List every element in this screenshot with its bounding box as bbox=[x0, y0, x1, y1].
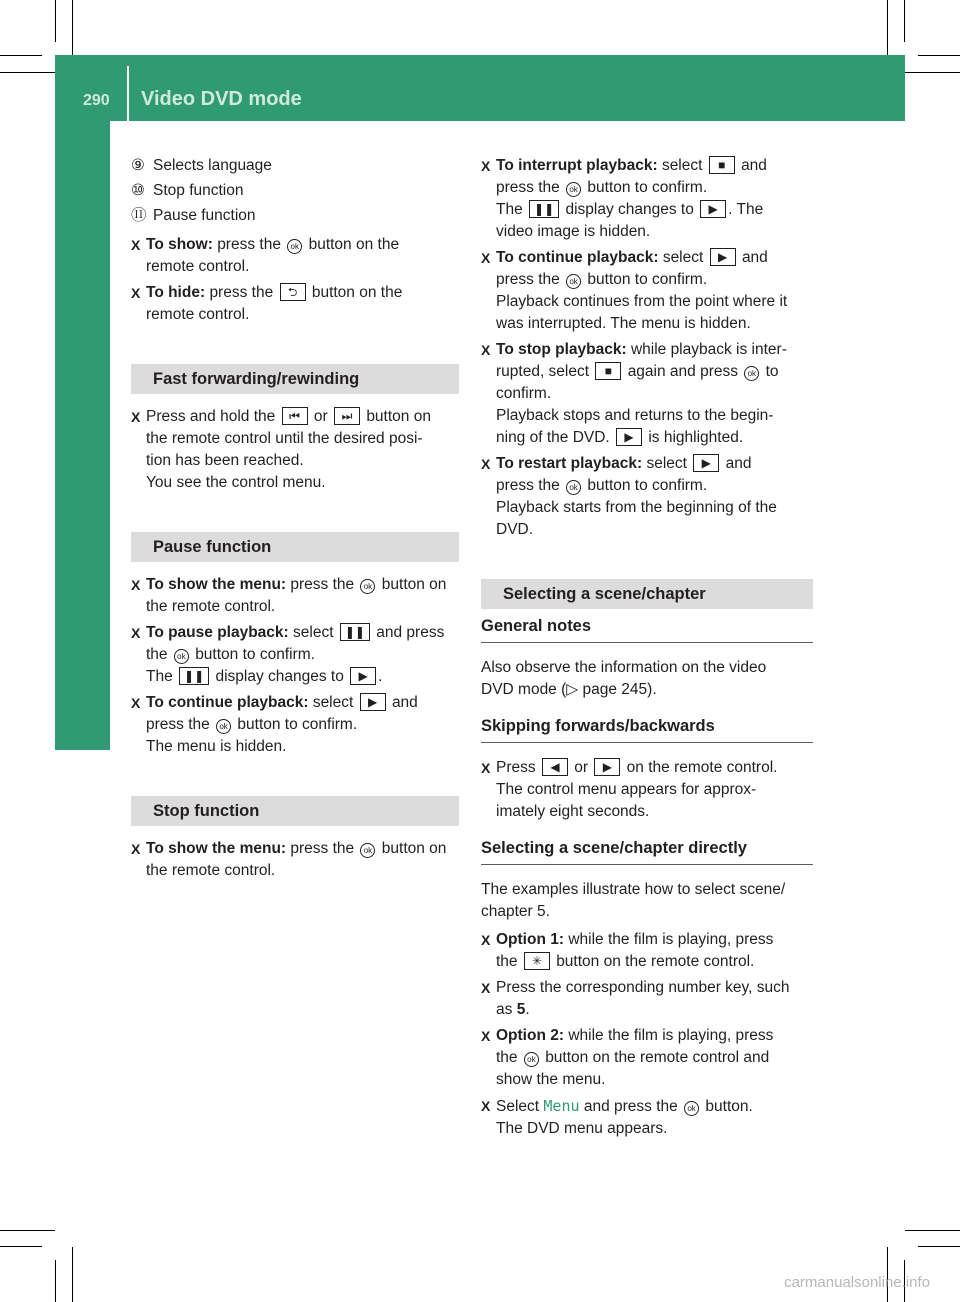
arrow-icon: X bbox=[131, 577, 141, 593]
sub-heading: Selecting a scene/chapter directly bbox=[481, 837, 813, 865]
instruction-interrupt: X To interrupt playback: select ■ and press the ok button to confirm. The ❚❚ display changes to ▶ . The video image is hidden. bbox=[481, 157, 767, 240]
instruction-select-menu: X Select Menu and press the ok button. The DVD menu appears. bbox=[481, 1097, 753, 1137]
crop-mark bbox=[918, 1246, 960, 1247]
instruction-continue: X To continue playback: select ▶ and press the ok button to confirm. Playback continues from the point where it was interrupted. The menu is hidden. bbox=[481, 249, 788, 332]
arrow-icon: X bbox=[481, 1028, 491, 1044]
crop-mark bbox=[72, 1247, 73, 1302]
stop-icon: ■ bbox=[709, 156, 735, 174]
legend-marker: ⑩ bbox=[131, 182, 145, 199]
header-separator bbox=[127, 66, 129, 121]
play-icon: ▶ bbox=[700, 200, 726, 218]
right-column bbox=[481, 155, 813, 1144]
side-tab-label: Rear Seat Entertainment System bbox=[61, 373, 84, 698]
menu-display-text: Menu bbox=[543, 1097, 580, 1115]
back-icon: ⮌ bbox=[280, 283, 306, 301]
instruction-continue: X To continue playback: select ▶ and press the ok button to confirm. The menu is hidden. bbox=[131, 694, 418, 755]
crop-mark bbox=[0, 1246, 42, 1247]
play-icon: ▶ bbox=[360, 693, 386, 711]
crop-mark bbox=[904, 0, 905, 42]
skip-forward-icon: ⏭ bbox=[334, 407, 360, 425]
ok-button-icon: ok bbox=[566, 182, 581, 197]
section-heading: Stop function bbox=[131, 796, 459, 826]
ok-button-icon: ok bbox=[684, 1101, 699, 1116]
instruction-hide: X To hide: press the ⮌ button on the remote control. bbox=[131, 284, 403, 323]
crop-mark bbox=[55, 0, 56, 42]
pause-icon: ❚❚ bbox=[340, 623, 370, 641]
arrow-icon: X bbox=[481, 158, 491, 174]
crop-mark bbox=[905, 1230, 960, 1231]
section-heading: Selecting a scene/chapter bbox=[481, 579, 813, 609]
pause-icon: ❚❚ bbox=[529, 200, 559, 218]
left-column bbox=[131, 155, 459, 886]
arrow-icon: X bbox=[481, 250, 491, 266]
stop-icon: ■ bbox=[595, 362, 621, 380]
ok-button-icon: ok bbox=[174, 649, 189, 664]
ok-button-icon: ok bbox=[360, 843, 375, 858]
legend-marker: ⑪ bbox=[131, 207, 147, 224]
ok-button-icon: ok bbox=[287, 239, 302, 254]
crop-mark bbox=[0, 1230, 55, 1231]
page-title: Video DVD mode bbox=[141, 88, 302, 110]
play-icon: ▶ bbox=[693, 454, 719, 472]
instruction-number-key: X Press the corresponding number key, such as 5. bbox=[481, 979, 790, 1018]
ok-button-icon: ok bbox=[216, 719, 231, 734]
arrow-icon: X bbox=[481, 760, 491, 776]
play-icon: ▶ bbox=[710, 248, 736, 266]
instruction-restart: X To restart playback: select ▶ and press the ok button to confirm. Playback starts from the beginning of the DVD. bbox=[481, 455, 777, 538]
ok-button-icon: ok bbox=[524, 1052, 539, 1067]
arrow-icon: X bbox=[481, 342, 491, 358]
watermark: carmanualsonline.info bbox=[784, 1274, 930, 1291]
sub-heading: Skipping forwards/backwards bbox=[481, 715, 813, 743]
arrow-icon: X bbox=[481, 456, 491, 472]
crop-mark bbox=[905, 72, 960, 73]
crop-mark bbox=[0, 55, 42, 56]
direct-text: The examples illustrate how to select scene/ chapter 5. bbox=[481, 881, 786, 920]
legend-marker: ⑨ bbox=[131, 157, 145, 174]
right-arrow-icon: ▶ bbox=[594, 758, 620, 776]
crop-mark bbox=[55, 1260, 56, 1302]
ok-button-icon: ok bbox=[566, 480, 581, 495]
crop-mark bbox=[918, 55, 960, 56]
arrow-icon: X bbox=[131, 409, 141, 425]
left-arrow-icon: ◀ bbox=[542, 758, 568, 776]
instruction-stop: X To stop playback: while playback is inter- rupted, select ■ again and press ok to confirm. Playback stops and returns to the begin- ning of the DVD. ▶ is highlighted. bbox=[481, 341, 787, 446]
page-reference-icon: ▷ bbox=[566, 681, 579, 698]
arrow-icon: X bbox=[131, 841, 141, 857]
instruction-show-menu: X To show the menu: press the ok button on the remote control. bbox=[131, 840, 447, 879]
legend-item: ⑩ Stop function bbox=[131, 180, 459, 202]
play-icon: ▶ bbox=[616, 428, 642, 446]
section-heading: Fast forwarding/rewinding bbox=[131, 364, 459, 394]
page-number: 290 bbox=[83, 92, 110, 109]
legend-item: ⑪ Pause function bbox=[131, 205, 459, 227]
arrow-icon: X bbox=[481, 932, 491, 948]
crop-mark bbox=[887, 0, 888, 55]
arrow-icon: X bbox=[481, 980, 491, 996]
ok-button-icon: ok bbox=[360, 579, 375, 594]
sub-heading: General notes bbox=[481, 615, 813, 643]
instruction-option-2: X Option 2: while the film is playing, press the ok button on the remote control and show the menu. bbox=[481, 1027, 774, 1088]
general-notes-text: Also observe the information on the video DVD mode (▷ page 245). bbox=[481, 659, 767, 698]
crop-mark bbox=[0, 72, 55, 73]
play-icon: ▶ bbox=[350, 667, 376, 685]
instruction-option-1: X Option 1: while the film is playing, press the ✳ button on the remote control. bbox=[481, 931, 774, 970]
instruction-skip: X Press ◀ or ▶ on the remote control. The control menu appears for approx- imately eight seconds. bbox=[481, 759, 778, 820]
instruction-show-menu: X To show the menu: press the ok button on the remote control. bbox=[131, 576, 447, 615]
ok-button-icon: ok bbox=[744, 366, 759, 381]
star-key-icon: ✳ bbox=[524, 952, 550, 970]
pause-icon: ❚❚ bbox=[179, 667, 209, 685]
instruction-show: X To show: press the ok button on the remote control. bbox=[131, 236, 400, 275]
skip-back-icon: ⏮ bbox=[282, 407, 308, 425]
instruction-pause: X To pause playback: select ❚❚ and press the ok button to confirm. The ❚❚ display changes to ▶ . bbox=[131, 624, 445, 685]
instruction-fast-forward: X Press and hold the ⏮ or ⏭ button on the remote control until the desired posi- tion has been reached. You see the control menu. bbox=[131, 408, 431, 491]
arrow-icon: X bbox=[131, 237, 141, 253]
arrow-icon: X bbox=[131, 285, 141, 301]
arrow-icon: X bbox=[481, 1098, 491, 1114]
legend-item: ⑨ Selects language bbox=[131, 155, 459, 177]
ok-button-icon: ok bbox=[566, 274, 581, 289]
arrow-icon: X bbox=[131, 695, 141, 711]
crop-mark bbox=[72, 0, 73, 55]
section-heading: Pause function bbox=[131, 532, 459, 562]
arrow-icon: X bbox=[131, 625, 141, 641]
